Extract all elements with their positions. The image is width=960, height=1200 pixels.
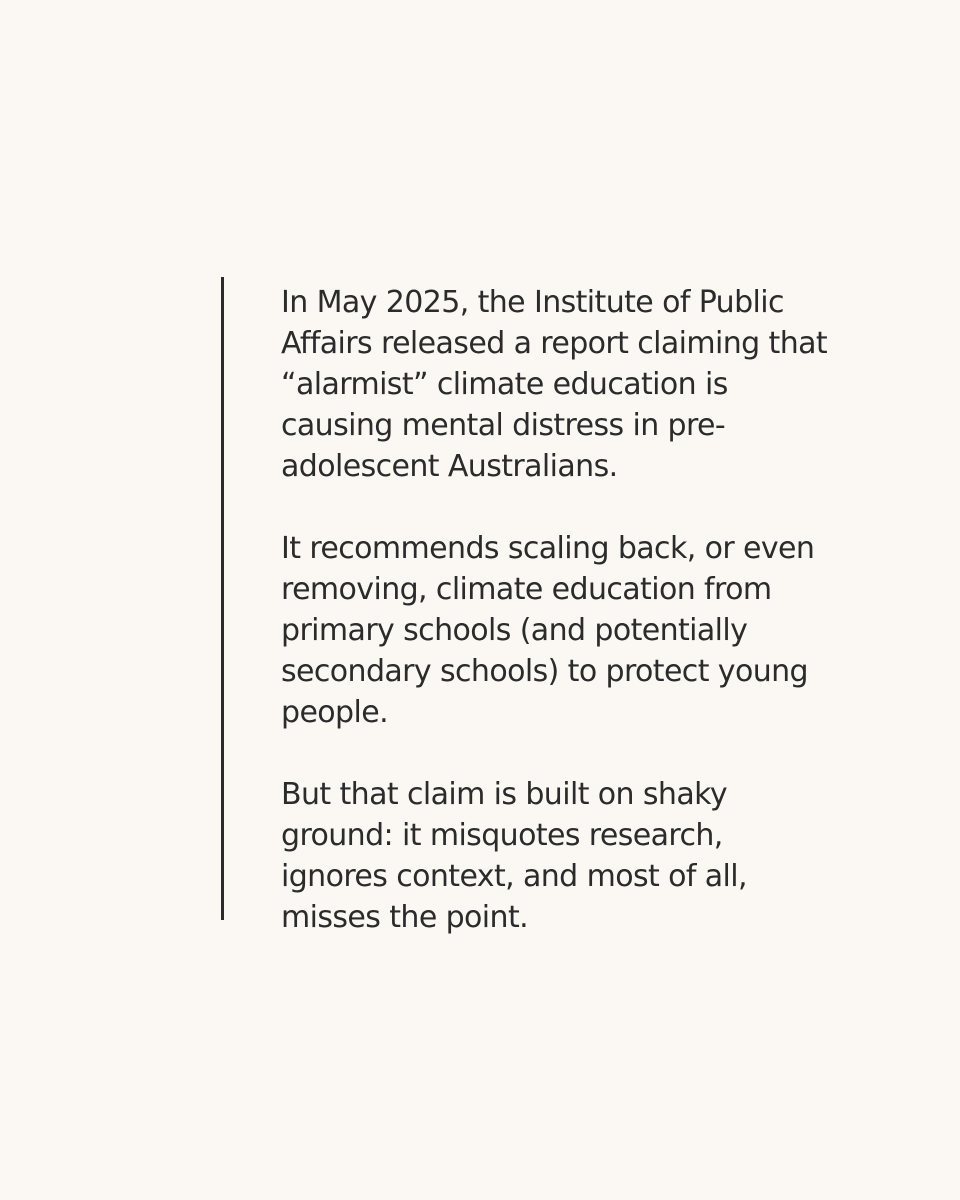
paragraph-3 [281,774,921,938]
text-line: But that claim is built on shaky [281,777,727,812]
text-line: people. [281,695,389,730]
text-line: adolescent Australians. [281,449,618,484]
text-line: ignores context, and most of all, [281,859,747,894]
text-line: ground: it misquotes research, [281,818,723,853]
text-block [281,282,921,938]
text-line: It recommends scaling back, or even [281,531,815,566]
text-line: causing mental distress in pre- [281,408,726,443]
text-line: In May 2025, the Institute of Public [281,285,784,320]
paragraph-1 [281,282,921,487]
text-line: Affairs released a report claiming that [281,326,828,361]
text-line: “alarmist” climate education is [281,367,728,402]
text-line: removing, climate education from [281,572,772,607]
quote-bar [221,277,224,920]
paragraph-2 [281,528,921,733]
text-line: misses the point. [281,900,529,935]
text-line: secondary schools) to protect young [281,654,808,689]
text-line: primary schools (and potentially [281,613,748,648]
